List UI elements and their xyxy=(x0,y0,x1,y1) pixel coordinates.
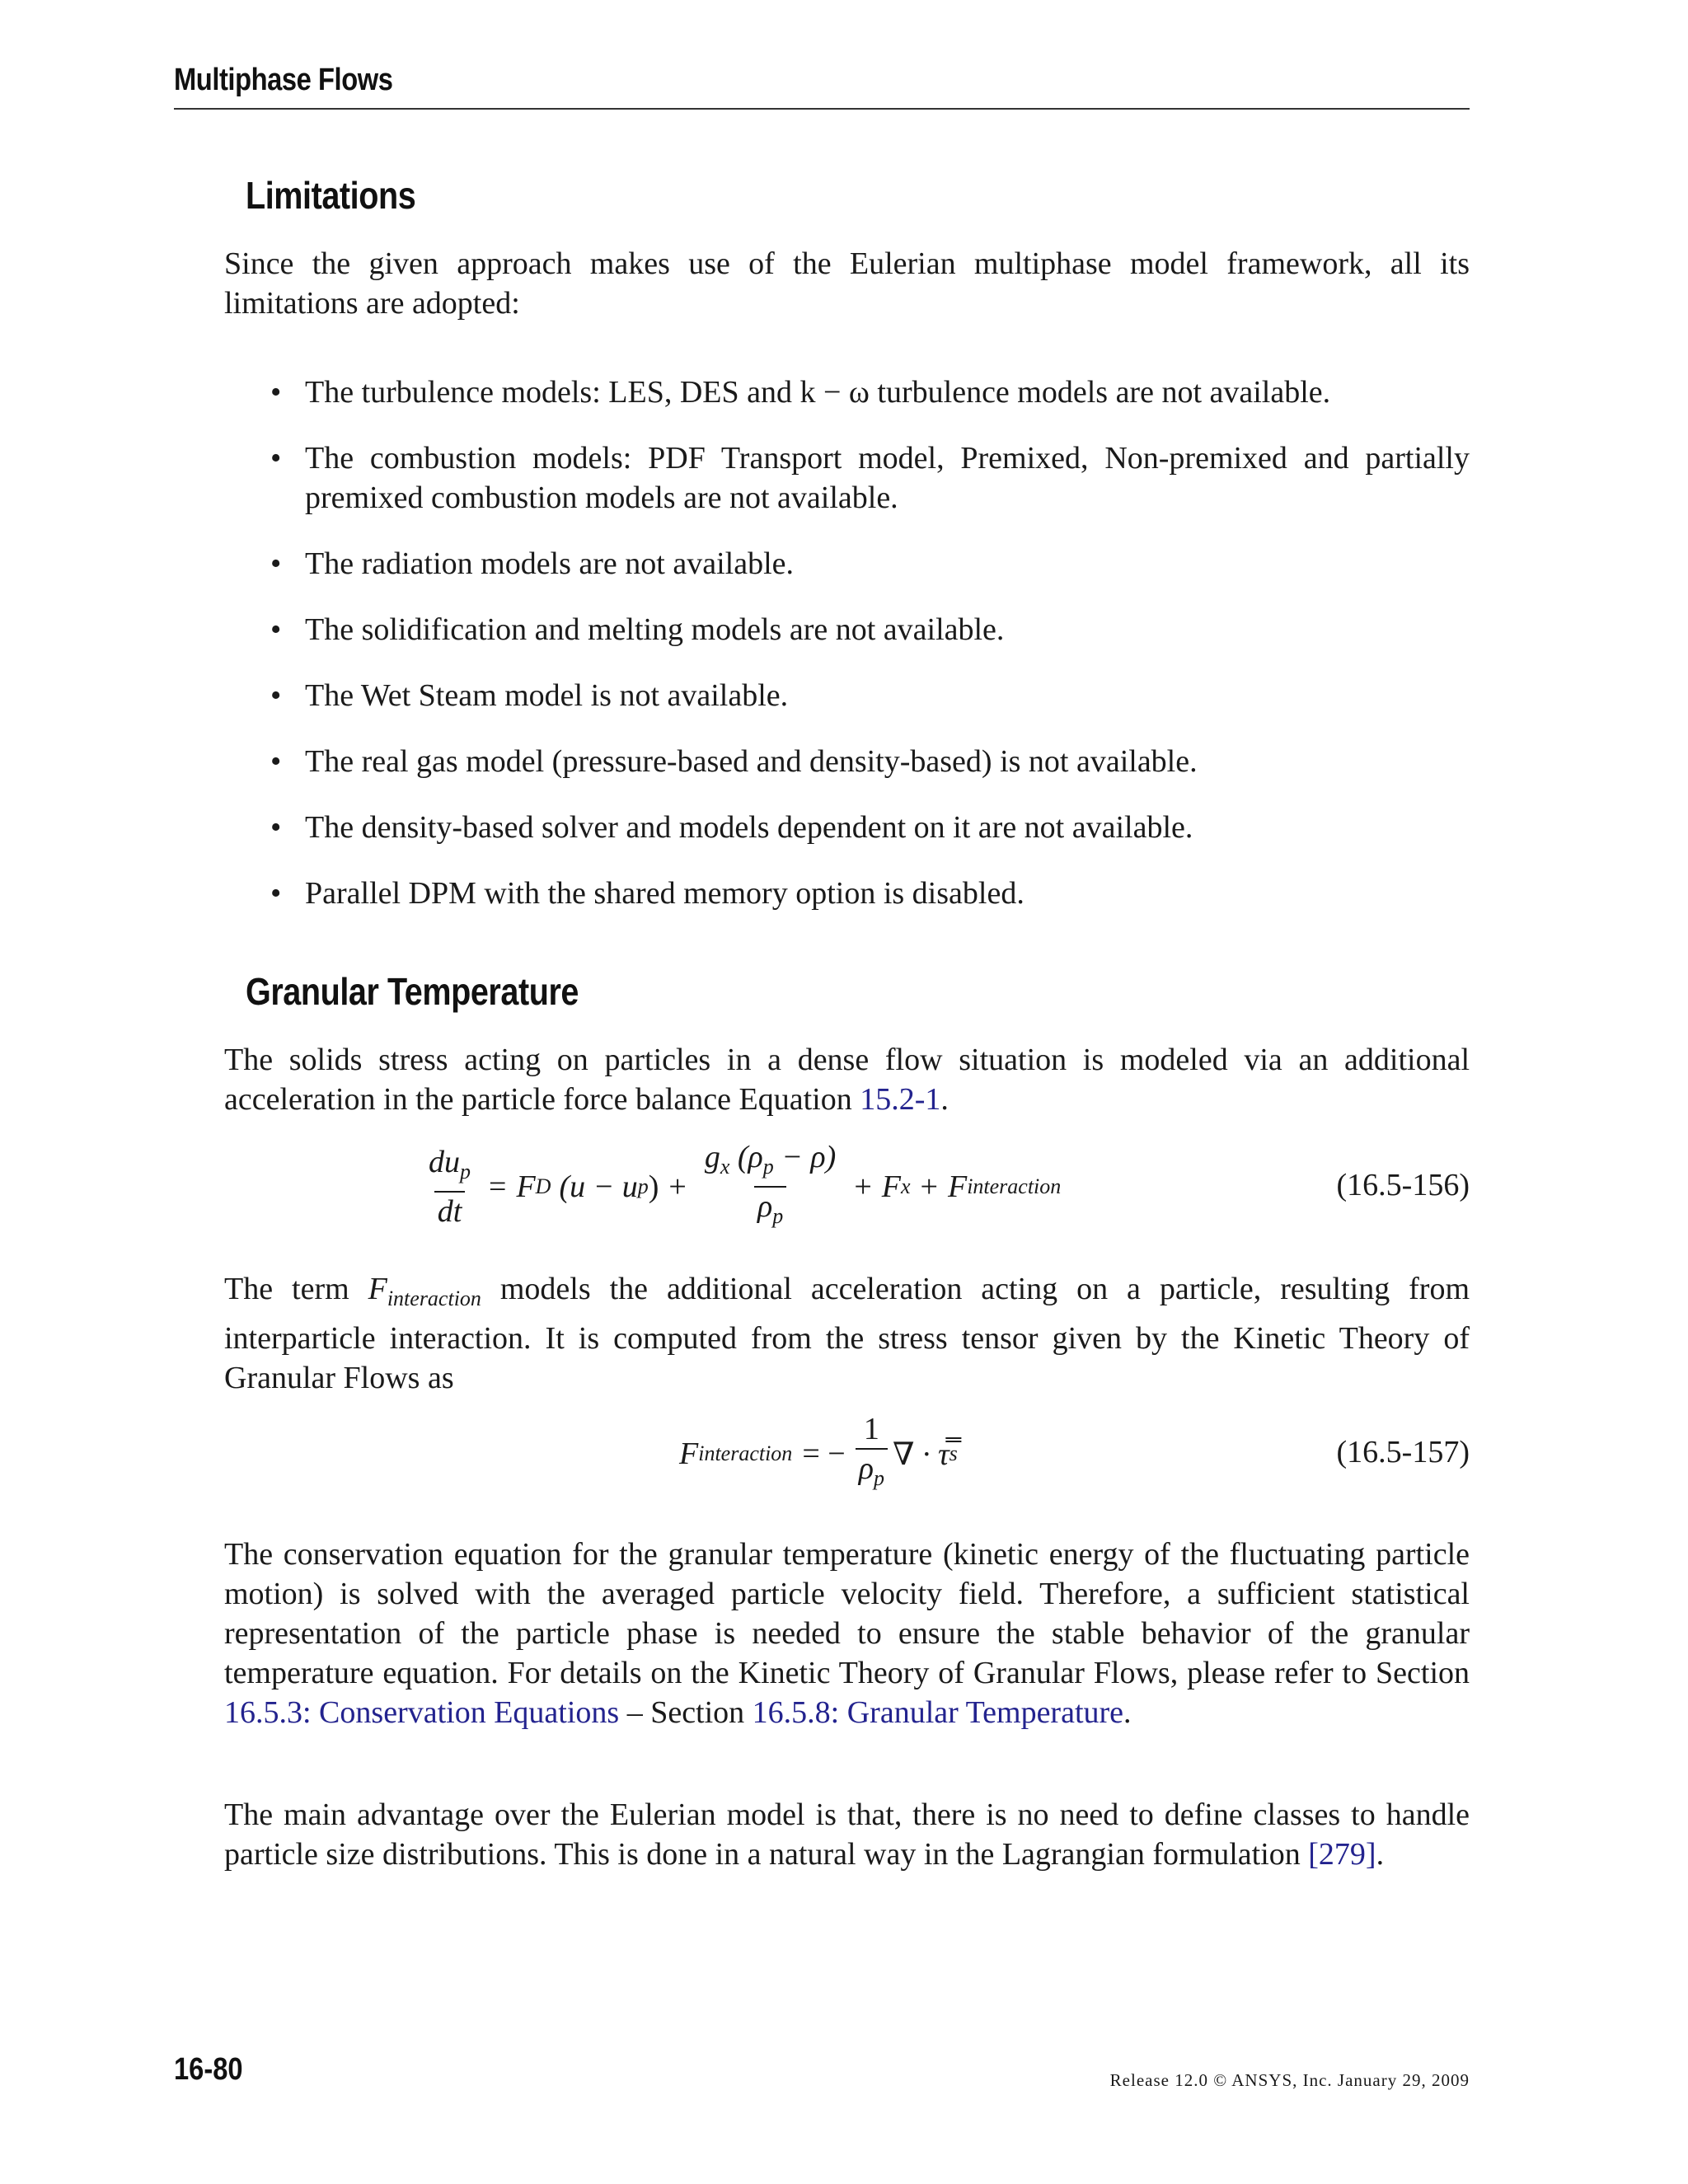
page-number: 16-80 xyxy=(174,2052,243,2087)
citation-link[interactable]: [279] xyxy=(1308,1837,1376,1872)
bullet-icon: • xyxy=(270,876,282,911)
equation-16-5-156 xyxy=(224,1137,1470,1236)
section-link-granular-temperature[interactable]: 16.5.8: Granular Temperature xyxy=(752,1695,1124,1730)
limitations-heading: Limitations xyxy=(246,174,416,217)
granular-paragraph-1: The solids stress acting on particles in a dense flow situation is modeled via an additional acceleration in the particle force balance Equation 15.2-1. xyxy=(224,1043,1470,1117)
list-item: • The Wet Steam model is not available. xyxy=(224,676,1470,715)
list-item: • The real gas model (pressure-based and density-based) is not available. xyxy=(224,742,1470,781)
equation-16-5-157 xyxy=(224,1404,1470,1503)
limitations-list xyxy=(224,373,1470,940)
fraction-dup-dt: $\frac{du_p}{dt}$ xyxy=(429,1145,471,1229)
list-item: • The radiation models are not available. xyxy=(224,544,1470,583)
bullet-icon: • xyxy=(270,441,282,476)
fraction-one-over-rho: $\frac{1}{\rho_p}$ xyxy=(856,1410,888,1497)
list-item: • Parallel DPM with the shared memory option is disabled. xyxy=(224,874,1470,913)
running-head: Multiphase Flows xyxy=(174,63,393,97)
equation-number: (16.5-156) xyxy=(1336,1168,1470,1202)
list-item: • The solidification and melting models are not available. xyxy=(224,610,1470,649)
limitations-intro: Since the given approach makes use of the Eulerian multiphase model framework, all its limitations are adopted: xyxy=(224,246,1470,321)
bullet-icon: • xyxy=(270,546,282,581)
bullet-icon: • xyxy=(270,375,282,410)
bullet-icon: • xyxy=(270,612,282,647)
granular-paragraph-4: The main advantage over the Eulerian model is that, there is no need to define classes to handle particle size distributions. This is done in a natural way in the Lagrangian formulation [279]. xyxy=(224,1797,1470,1872)
equation-body: $\frac{du_p}{dt}$ = F D (u − u p ) + $\frac{g_x (\rho_p - \rho)}{\rho_p}$ + F x + F interaction xyxy=(420,1137,1061,1236)
bullet-icon: • xyxy=(270,744,282,779)
equation-body: F interaction = − $\frac{1}{\rho_p}$ ∇ · τ̿ s xyxy=(679,1404,958,1503)
section-link-conservation[interactable]: 16.5.3: Conservation Equations xyxy=(224,1695,620,1730)
header-rule xyxy=(174,108,1470,110)
granular-paragraph-2: The term $F_{interaction}$ models the additional acceleration acting on a particle, resulting from interparticle interaction. It is computed from the stress tensor given by the Kinetic Theory of Granular Flows as xyxy=(224,1272,1470,1395)
equation-link[interactable]: 15.2-1 xyxy=(860,1082,941,1117)
bullet-icon: • xyxy=(270,810,282,845)
equation-number: (16.5-157) xyxy=(1336,1435,1470,1469)
release-info: Release 12.0 © ANSYS, Inc. January 29, 2009 xyxy=(1109,2070,1470,2090)
granular-heading: Granular Temperature xyxy=(246,970,579,1013)
bullet-icon: • xyxy=(270,678,282,713)
list-item: • The density-based solver and models dependent on it are not available. xyxy=(224,808,1470,847)
fraction-gravity: $\frac{g_x (\rho_p - \rho)}{\rho_p}$ xyxy=(701,1138,840,1235)
list-item: • The combustion models: PDF Transport model, Premixed, Non-premixed and partially premixed combustion models are not available. xyxy=(224,438,1470,518)
granular-paragraph-3: The conservation equation for the granular temperature (kinetic energy of the fluctuating particle motion) is solved with the averaged particle velocity field. Therefore, a sufficient statistical representation of the particle phase is needed to ensure the stable behavior of the granular temperature equation. For details on the Kinetic Theory of Granular Flows, please refer to Section 16.5.3: Conservation Equations – Section 16.5.8: Granular Temperature. xyxy=(224,1537,1470,1730)
list-item: • The turbulence models: LES, DES and k − ω turbulence models are not available. xyxy=(224,373,1470,412)
